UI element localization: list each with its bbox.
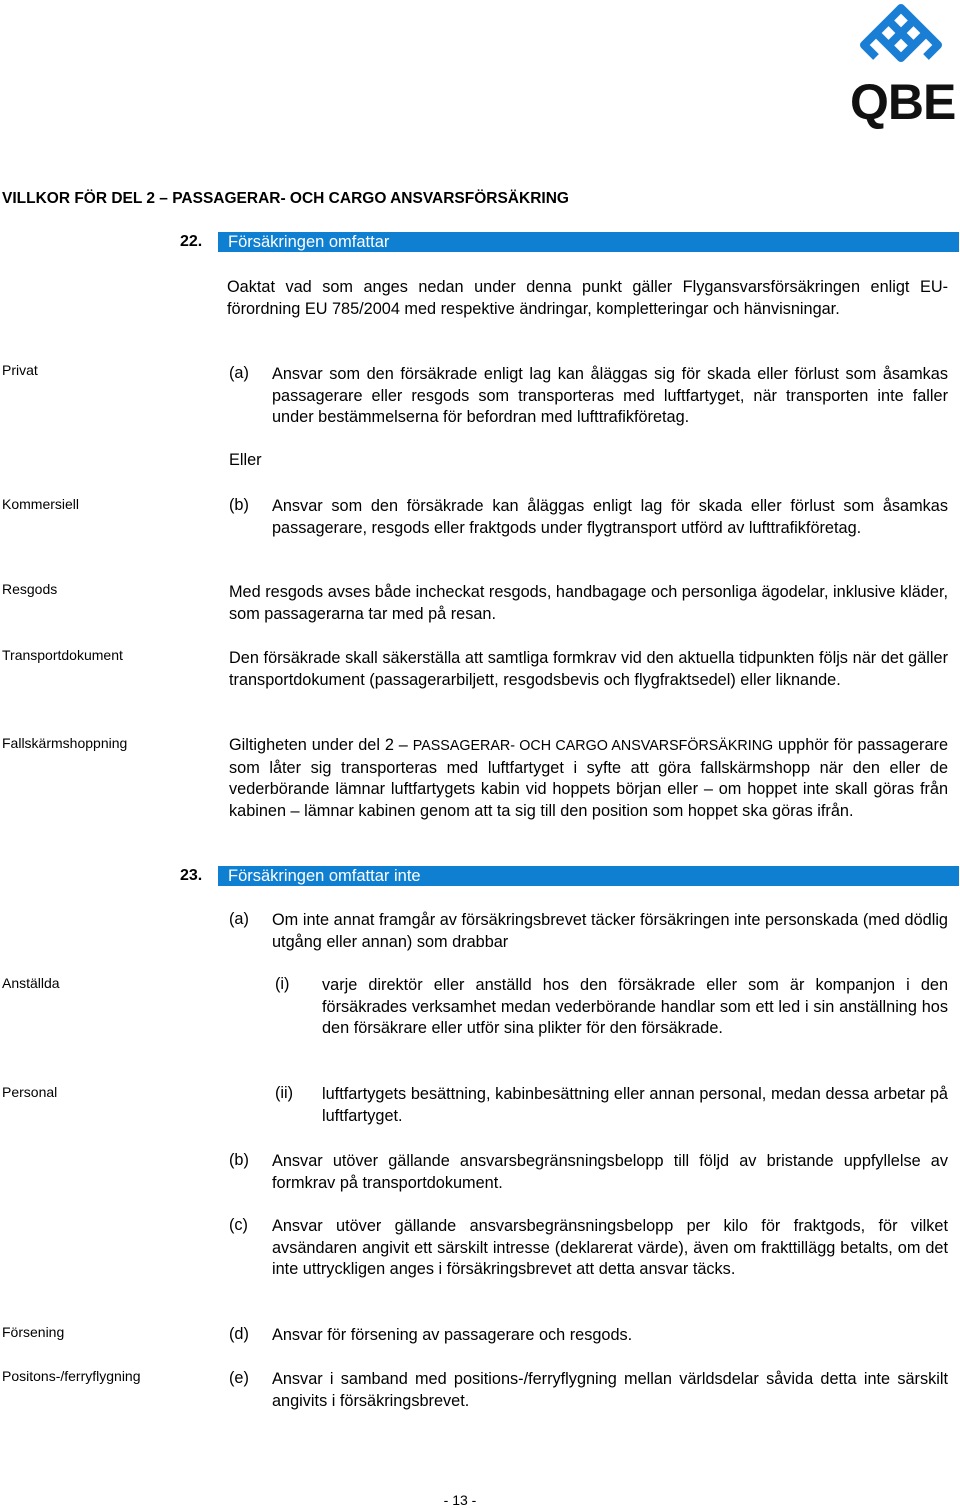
section-22-heading: Försäkringen omfattar [218,232,959,252]
section-22-intro: Oaktat vad som anges nedan under denna punkt gäller Flygansvarsförsäkringen enligt EU-förordning EU 785/2004 med respektive ändringar, kompletteringar och hänvisningar. [227,278,948,318]
sub-ii-label: (ii) [275,1084,294,1102]
item-b-label: (b) [229,496,249,514]
fallskarmshoppning-text [229,735,948,822]
margin-label-transportdokument: Transportdokument [2,647,123,663]
resgods-text: Med resgods avses både incheckat resgods, handbagage och personliga ägodelar, inklusive kläder, som passagerarna tar med på resan. [229,583,948,623]
excl-d-label: (d) [229,1325,249,1343]
margin-label-fallskarmshoppning: Fallskärmshoppning [2,735,128,751]
margin-label-resgods: Resgods [2,581,58,597]
excl-c-label: (c) [229,1216,248,1234]
excl-b-label: (b) [229,1151,249,1169]
section-23-number: 23. [180,867,203,884]
transportdokument-text: Den försäkrade skall säkerställa att samtliga formkrav vid den aktuella tidpunkten följs när det gäller transportdokument (passagerarbiljett, resgodsbevis och flygfraktsedel) eller liknande. [229,649,948,689]
margin-label-privat: Privat [2,362,38,378]
margin-label-anstallda: Anställda [2,975,60,991]
sub-i-label: (i) [275,975,290,993]
eller-text: Eller [229,451,262,469]
excl-e-label: (e) [229,1369,249,1387]
excl-a-text: Om inte annat framgår av försäkringsbrevet täcker försäkringen inte personskada (med dödlig utgång eller annan) som drabbar [272,911,948,951]
section-23-heading: Försäkringen omfattar inte [218,866,959,886]
page-number: - 13 - [443,1492,477,1508]
qbe-knot-icon [842,0,960,80]
item-a-label: (a) [229,364,249,382]
fallskarm-text-start: Giltigheten under del 2 – [229,736,413,754]
sub-ii-text: luftfartygets besättning, kabinbesättning eller annan personal, medan dessa arbetar på luftfartyget. [322,1085,948,1125]
margin-label-positionsflygning: Positons-/ferryflygning [2,1368,141,1384]
margin-label-kommersiell: Kommersiell [2,496,80,512]
sub-i-text: varje direktör eller anställd hos den försäkrade eller som är kompanjon i den försäkrades verksamhet medan vederbörande handlar som ett led i sin anställning hos den försäkrare eller utför sina plikter för den försäkrade. [322,976,948,1038]
qbe-logo [842,0,960,138]
excl-b-text: Ansvar utöver gällande ansvarsbegränsningsbelopp till följd av bristande uppfyllelse av formkrav på transportdokument. [272,1152,948,1192]
item-a-text: Ansvar som den försäkrade enligt lag kan åläggas sig för skada eller förlust som åsamkas passagerare eller resgods som transporteras med luftfartyget, när transporten inte faller under bestämmelserna för befordran med lufttrafikföretag. [272,365,948,427]
section-22-number: 22. [180,233,203,250]
excl-a-label: (a) [229,910,249,928]
excl-c-text: Ansvar utöver gällande ansvarsbegränsningsbelopp per kilo för fraktgods, för vilket avsändaren angivit ett särskilt intresse (deklarerat värde), även om frakttillägg betalts, om det inte uttryckligen anges i försäkringsbrevet att detta ansvar täcks. [272,1217,948,1279]
margin-label-forsening: Försening [2,1324,65,1340]
margin-label-personal: Personal [2,1084,58,1100]
fallskarm-product-name: PASSAGERAR- OCH CARGO ANSVARSFÖRSÄKRING [412,738,774,754]
fallskarm-text-end: upphör för passagerare som låter sig transporteras med luftfartyget i syfte att göra fallskärmshopp när den eller de vederbörande lämnar luftfartygets kabin vid hoppets början eller – om hoppet inte skall göras från kabinen – lämnar kabinen genom att ta sig till den position som hoppet ska göras ifrån. [229,736,949,820]
excl-d-text: Ansvar för försening av passagerare och resgods. [272,1326,633,1344]
document-title: VILLKOR FÖR DEL 2 – PASSAGERAR- OCH CARGO ANSVARSFÖRSÄKRING [2,190,569,207]
logo-wordmark: QBE [850,74,956,130]
excl-e-text: Ansvar i samband med positions-/ferryflygning mellan världsdelar såvida detta inte särskilt angivits i försäkringsbrevet. [272,1370,948,1410]
item-b-text: Ansvar som den försäkrade kan åläggas enligt lag för skada eller förlust som åsamkas passagerare, resgods eller fraktgods under flygtransport utförd av lufttrafikföretag. [272,497,948,537]
